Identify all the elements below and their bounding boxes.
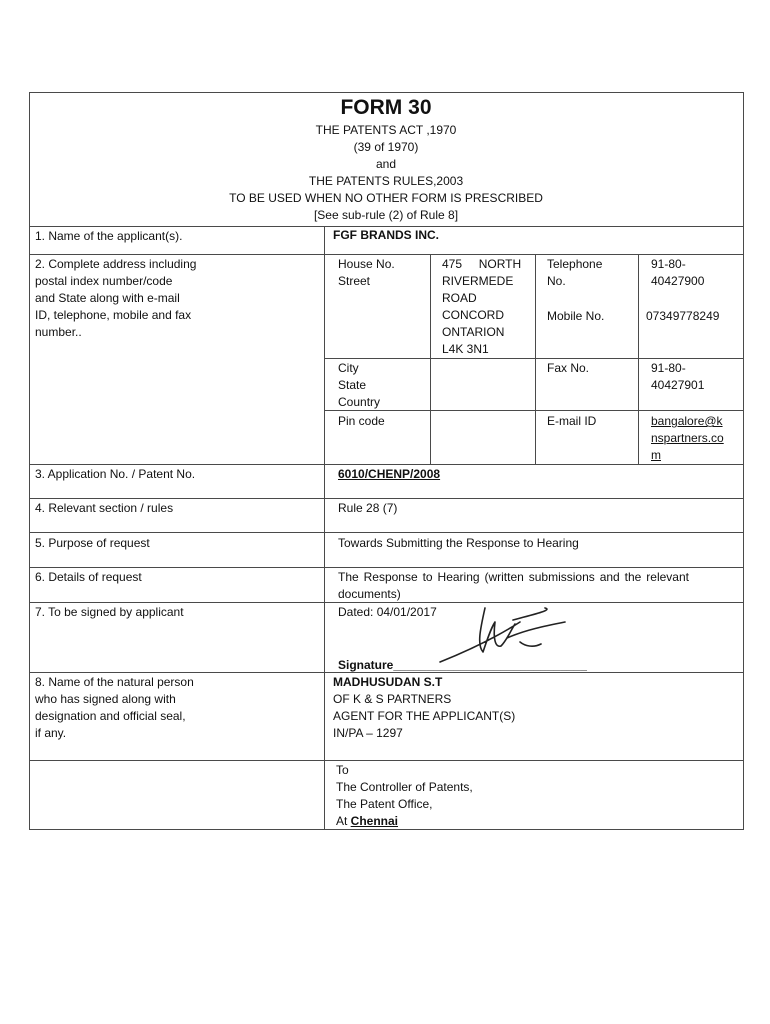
header-rules: THE PATENTS RULES,2003	[308, 174, 464, 188]
row7-label: 7. To be signed by applicant	[35, 605, 184, 619]
signer-details: OF K & S PARTNERS AGENT FOR THE APPLICANT(S) IN/PA – 1297	[333, 692, 516, 740]
purpose-value: Towards Submitting the Response to Hearing	[338, 536, 579, 550]
row2-label: 2. Complete address including postal index number/code and State along with e-mail ID, telephone, mobile and fax number..	[35, 257, 197, 339]
addressee-city: At Chennai	[336, 814, 399, 828]
column-divider	[430, 254, 431, 464]
pin-label: Pin code	[338, 414, 385, 428]
house-value: 475 NORTH RIVERMEDE ROAD CONCORD ONTARION L4K 3N1	[442, 257, 522, 356]
row-divider	[324, 358, 744, 359]
table-border-right	[743, 92, 744, 830]
row6-label: 6. Details of request	[35, 570, 142, 584]
application-number: 6010/CHENP/2008	[338, 467, 441, 481]
row5-label: 5. Purpose of request	[35, 536, 150, 550]
mobile-label: Mobile No.	[547, 309, 605, 323]
telephone-label: Telephone No.	[547, 257, 603, 288]
telephone-value: 91-80- 40427900	[651, 257, 705, 288]
column-divider	[324, 226, 325, 830]
mobile-value: 07349778249	[646, 309, 720, 323]
column-divider	[535, 254, 536, 464]
row-divider	[29, 760, 744, 761]
row-divider	[29, 567, 744, 568]
dated-value: Dated: 04/01/2017	[338, 605, 437, 619]
signer-name: MADHUSUDAN S.T	[333, 675, 443, 689]
addressee: To The Controller of Patents, The Patent Office,	[336, 763, 473, 811]
row-divider	[29, 464, 744, 465]
city-label: City State Country	[338, 361, 381, 409]
header-act: THE PATENTS ACT ,1970	[315, 123, 457, 137]
row-divider	[29, 254, 744, 255]
signature-line: Signature_____________________________	[338, 658, 587, 672]
row-divider	[29, 498, 744, 499]
fax-label: Fax No.	[547, 361, 590, 375]
row-divider	[324, 410, 744, 411]
email-label: E-mail ID	[547, 414, 597, 428]
column-divider	[638, 254, 639, 464]
fax-value: 91-80- 40427901	[651, 361, 705, 392]
header-and: and	[375, 157, 397, 171]
relevant-rule: Rule 28 (7)	[338, 501, 398, 515]
house-label: House No. Street	[338, 257, 395, 288]
row3-label: 3. Application No. / Patent No.	[35, 467, 196, 481]
row4-label: 4. Relevant section / rules	[35, 501, 174, 515]
header-subrule: [See sub-rule (2) of Rule 8]	[313, 208, 459, 222]
row-divider	[29, 532, 744, 533]
form-title: FORM 30	[340, 96, 432, 119]
details-value: The Response to Hearing (written submissions and the relevant documents)	[338, 570, 689, 601]
email-link[interactable]: bangalore@k nspartners.co m	[651, 414, 724, 462]
header-usage: TO BE USED WHEN NO OTHER FORM IS PRESCRIBED	[229, 191, 543, 205]
applicant-name: FGF BRANDS INC.	[333, 228, 439, 242]
row8-label: 8. Name of the natural person who has signed along with designation and official seal, if any.	[35, 675, 194, 740]
header-act-number: (39 of 1970)	[353, 140, 419, 154]
row1-label: 1. Name of the applicant(s).	[35, 229, 183, 243]
table-border-top	[29, 92, 744, 93]
